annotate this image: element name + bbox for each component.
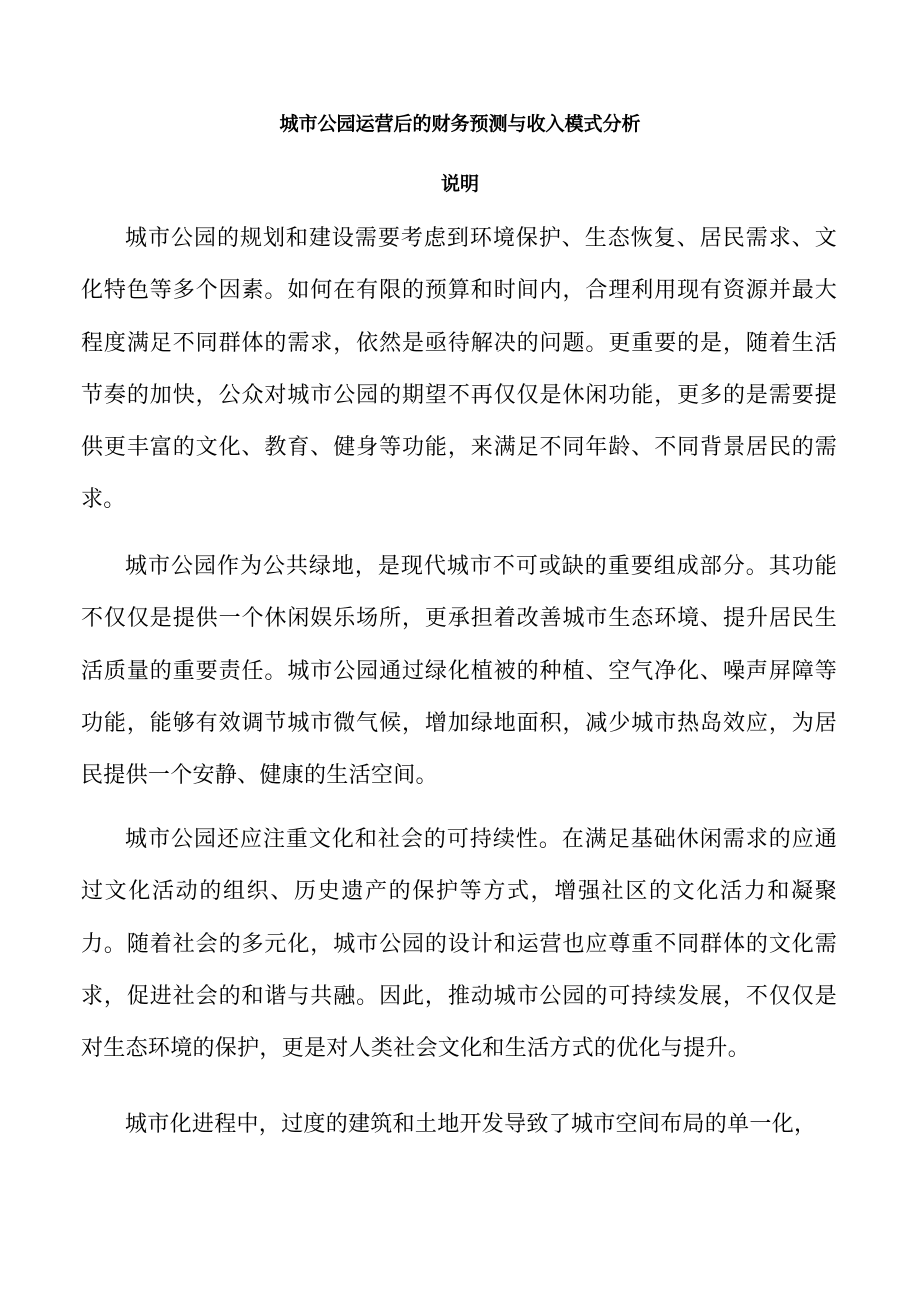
paragraph-2: 城市公园作为公共绿地，是现代城市不可或缺的重要组成部分。其功能不仅仅是提供一个休闲娱乐场所，更承担着改善城市生态环境、提升居民生活质量的重要责任。城市公园通过绿化植被的种植、空气净化、噪声屏障等功能，能够有效调节城市微气候，增加绿地面积，减少城市热岛效应，为居民提供一个安静、健康的生活空间。: [81, 554, 837, 789]
paragraph-3: 城市公园还应注重文化和社会的可持续性。在满足基础休闲需求的应通过文化活动的组织、历史遗产的保护等方式，增强社区的文化活力和凝聚力。随着社会的多元化，城市公园的设计和运营也应尊重不同群体的文化需求，促进社会的和谐与共融。因此，推动城市公园的可持续发展，不仅仅是对生态环境的保护，更是对人类社会文化和生活方式的优化与提升。: [81, 827, 837, 1062]
paragraph-4: 城市化进程中，过度的建筑和土地开发导致了城市空间布局的单一化，: [125, 1112, 817, 1137]
paragraph-1: 城市公园的规划和建设需要考虑到环境保护、生态恢复、居民需求、文化特色等多个因素。如何在有限的预算和时间内，合理利用现有资源并最大程度满足不同群体的需求，依然是亟待解决的问题。更重要的是，随着生活节奏的加快，公众对城市公园的期望不再仅仅是休闲功能，更多的是需要提供更丰富的文化、教育、健身等功能，来满足不同年龄、不同背景居民的需求。: [81, 226, 837, 513]
section-heading: 说明: [440, 173, 479, 195]
document-title: 城市公园运营后的财务预测与收入模式分析: [279, 113, 641, 135]
